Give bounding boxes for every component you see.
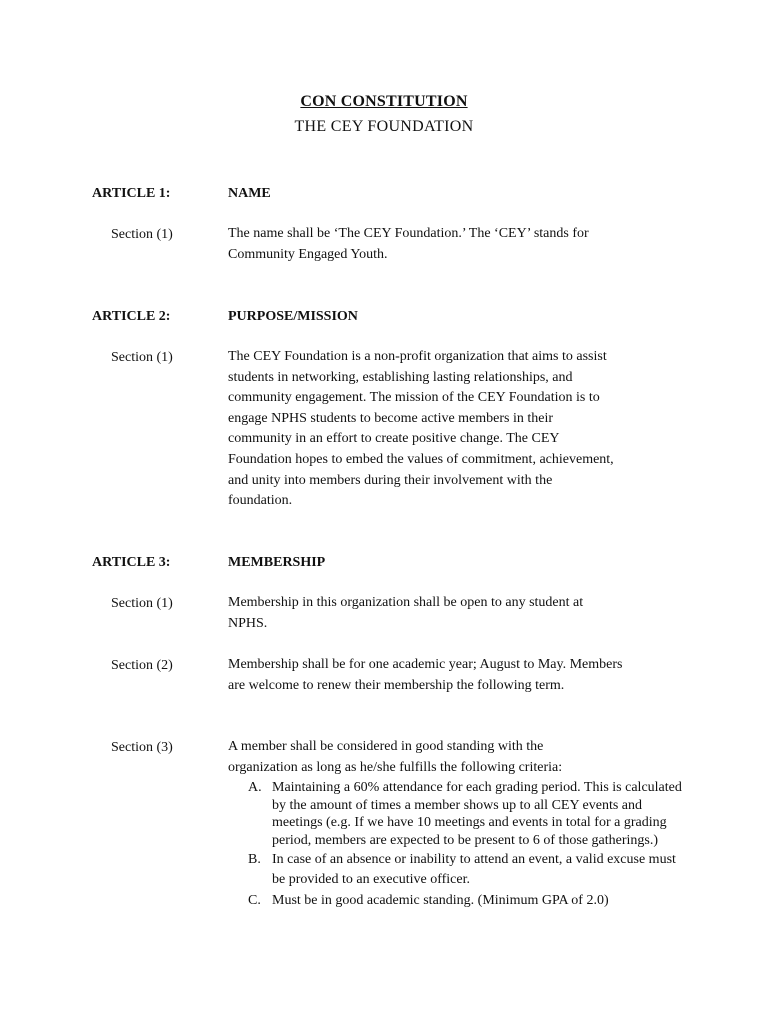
list-marker: C. bbox=[248, 893, 261, 908]
membership-criteria-list bbox=[248, 779, 688, 910]
criteria-b-text: In case of an absence or inability to attend an event, a valid excuse must be provided to an executive officer. bbox=[272, 852, 676, 887]
article-2-section-1-label: Section (1) bbox=[111, 350, 173, 365]
list-item bbox=[248, 850, 688, 890]
article-1-section-1-label: Section (1) bbox=[111, 227, 173, 242]
article-3-number: ARTICLE 3: bbox=[92, 555, 171, 570]
article-3-section-1-text: Membership in this organization shall be open to any student at NPHS. bbox=[228, 595, 584, 631]
article-2-section-1-text: The CEY Foundation is a non-profit organization that aims to assist students in networking, establishing lasting relationships, and community engagement. The mission of the CEY Foundation is to engage NPHS students to become active members in their community in an effort to create positive change. The CEY Foundation hopes to embed the values of commitment, achievement, and unity into members during their involvement with the foundation. bbox=[228, 349, 614, 509]
article-3-section-2-text: Membership shall be for one academic year; August to May. Members are welcome to renew their membership the following term. bbox=[228, 657, 623, 693]
article-2-number: ARTICLE 2: bbox=[92, 309, 171, 324]
list-marker: B. bbox=[248, 852, 261, 867]
document-title: CON CONSTITUTION bbox=[300, 93, 468, 110]
criteria-c-text: Must be in good academic standing. (Minimum GPA of 2.0) bbox=[272, 893, 609, 908]
article-3-section-1-label: Section (1) bbox=[111, 596, 173, 611]
criteria-a-text: Maintaining a 60% attendance for each grading period. This is calculated by the amount of times a member shows up to all CEY events and meetings (e.g. If we have 10 meetings and events in total for a grading period, members are expected to be present to 6 of those gatherings.) bbox=[272, 780, 682, 848]
article-1-number: ARTICLE 1: bbox=[92, 186, 171, 201]
list-item bbox=[248, 892, 688, 910]
article-1-section-1-text: The name shall be ‘The CEY Foundation.’ The ‘CEY’ stands for Community Engaged Youth. bbox=[228, 226, 589, 262]
article-1-name: NAME bbox=[228, 186, 271, 201]
list-marker: A. bbox=[248, 780, 262, 795]
article-3-section-2-label: Section (2) bbox=[111, 658, 173, 673]
article-3-section-3-text: A member shall be considered in good standing with the organization as long as he/she fulfills the following criteria: bbox=[228, 739, 563, 775]
article-3-section-3-label: Section (3) bbox=[111, 740, 173, 755]
document-subtitle: THE CEY FOUNDATION bbox=[294, 118, 474, 135]
article-2-name: PURPOSE/MISSION bbox=[228, 309, 358, 324]
list-item bbox=[248, 779, 688, 849]
article-3-name: MEMBERSHIP bbox=[228, 555, 326, 570]
